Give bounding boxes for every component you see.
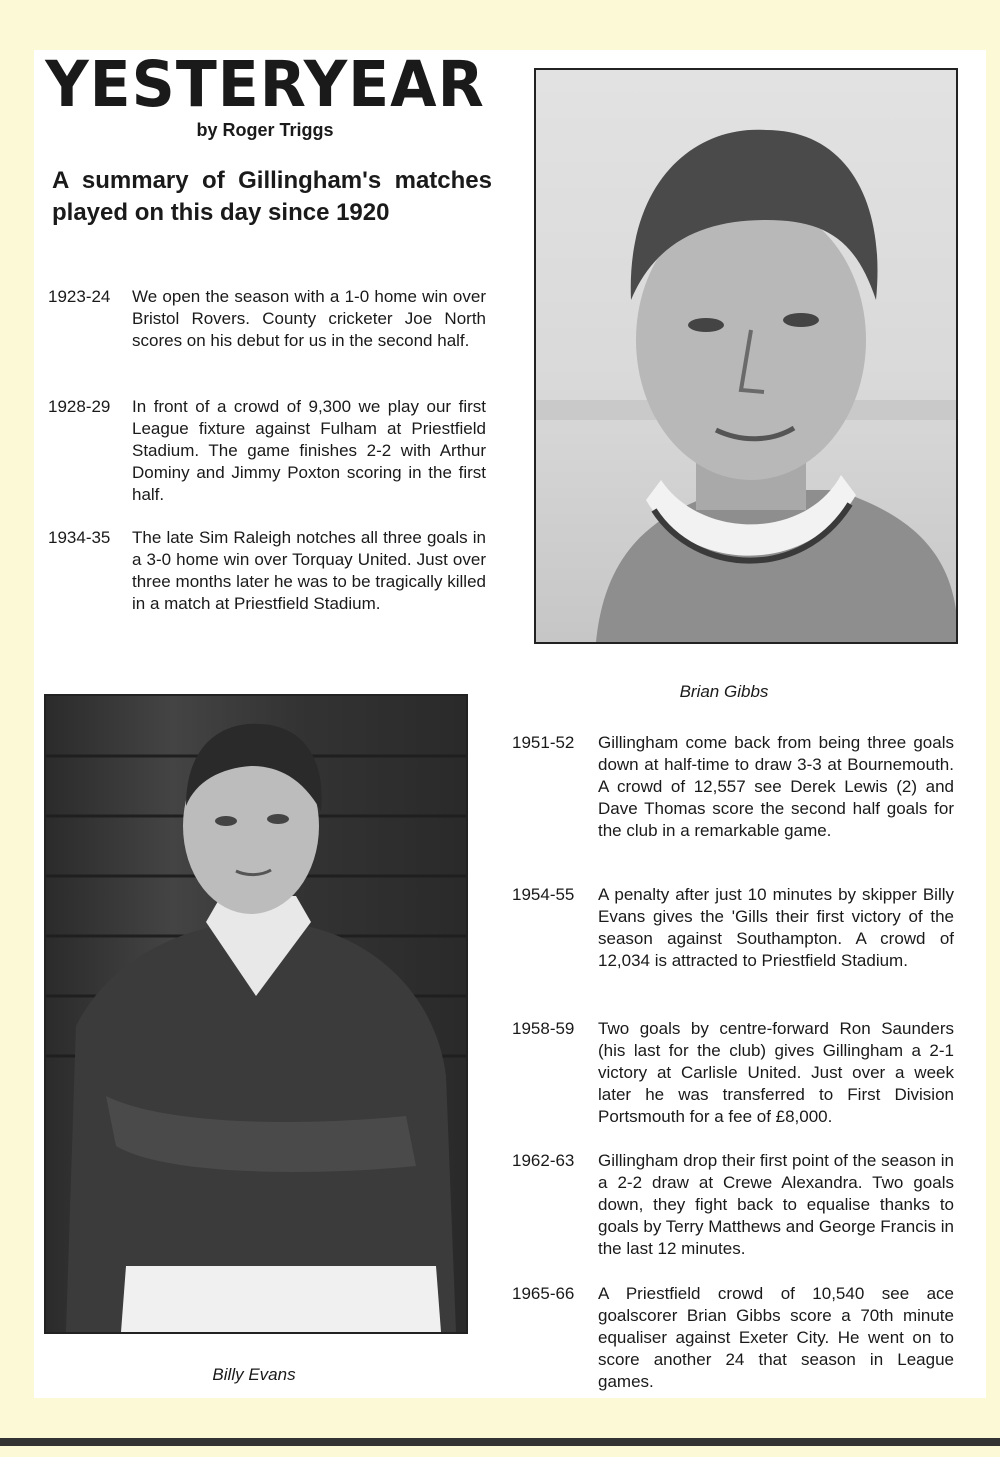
photo-caption: Brian Gibbs xyxy=(679,682,769,701)
match-entry xyxy=(512,884,954,972)
entry-text: We open the season with a 1-0 home win over Bristol Rovers. County cricketer Joe North scores on his debut for us in the second half. xyxy=(132,287,486,350)
season-label: 1962-63 xyxy=(512,1151,575,1170)
entry-text: In front of a crowd of 9,300 we play our first League fixture against Fulham at Priestfield Stadium. The game finishes 2-2 with Arthur Dominy and Jimmy Poxton scoring in the first half. xyxy=(132,397,486,504)
entry-text: Gillingham drop their first point of the season in a 2-2 draw at Crewe Alexandra. Two goals down, they fight back to equalise thanks to goals by Terry Matthews and George Francis in the last 12 minutes. xyxy=(598,1151,954,1258)
match-entry xyxy=(48,286,488,352)
billy-evans-photo xyxy=(44,694,468,1334)
entry-text: A penalty after just 10 minutes by skipper Billy Evans gives the 'Gills their first victory of the season against Southampton. A crowd of 12,034 is attracted to Priestfield Stadium. xyxy=(598,885,954,970)
season-label: 1958-59 xyxy=(512,1019,575,1038)
photo-caption: Billy Evans xyxy=(212,1365,296,1384)
season-label: 1954-55 xyxy=(512,885,575,904)
season-label: 1951-52 xyxy=(512,733,575,752)
season-label: 1965-66 xyxy=(512,1284,575,1303)
season-label: 1923-24 xyxy=(48,287,111,306)
match-entry xyxy=(48,396,488,506)
masthead: YESTERYEAR xyxy=(45,48,485,122)
season-label: 1928-29 xyxy=(48,397,111,416)
entry-text: A Priestfield crowd of 10,540 see ace goalscorer Brian Gibbs score a 70th minute equaliser against Exeter City. He went on to score another 24 that season in League games. xyxy=(598,1284,954,1391)
match-entry xyxy=(512,732,954,842)
entry-text: The late Sim Raleigh notches all three goals in a 3-0 home win over Torquay United. Just over three months later he was to be tragically killed in a match at Priestfield Stadium. xyxy=(132,528,486,613)
brian-gibbs-photo xyxy=(534,68,958,644)
match-entry xyxy=(512,1283,954,1393)
entry-text: Two goals by centre-forward Ron Saunders (his last for the club) gives Gillingham a 2-1 victory at Carlisle United. Just over a week later he was transferred to First Division Portsmouth for a fee of £8,000. xyxy=(598,1019,954,1126)
match-entry xyxy=(512,1018,954,1128)
season-label: 1934-35 xyxy=(48,528,111,547)
match-entry xyxy=(48,527,488,615)
page-headline: A summary of Gillingham's matches played on this day since 1920 xyxy=(52,167,492,226)
match-entry xyxy=(512,1150,954,1260)
bottom-rule xyxy=(0,1438,1000,1446)
entry-text: Gillingham come back from being three goals down at half-time to draw 3-3 at Bournemouth. A crowd of 12,557 see Derek Lewis (2) and Dave Thomas score the second half goals for the club in a remarkable game. xyxy=(598,733,954,840)
byline: by Roger Triggs xyxy=(196,120,334,140)
